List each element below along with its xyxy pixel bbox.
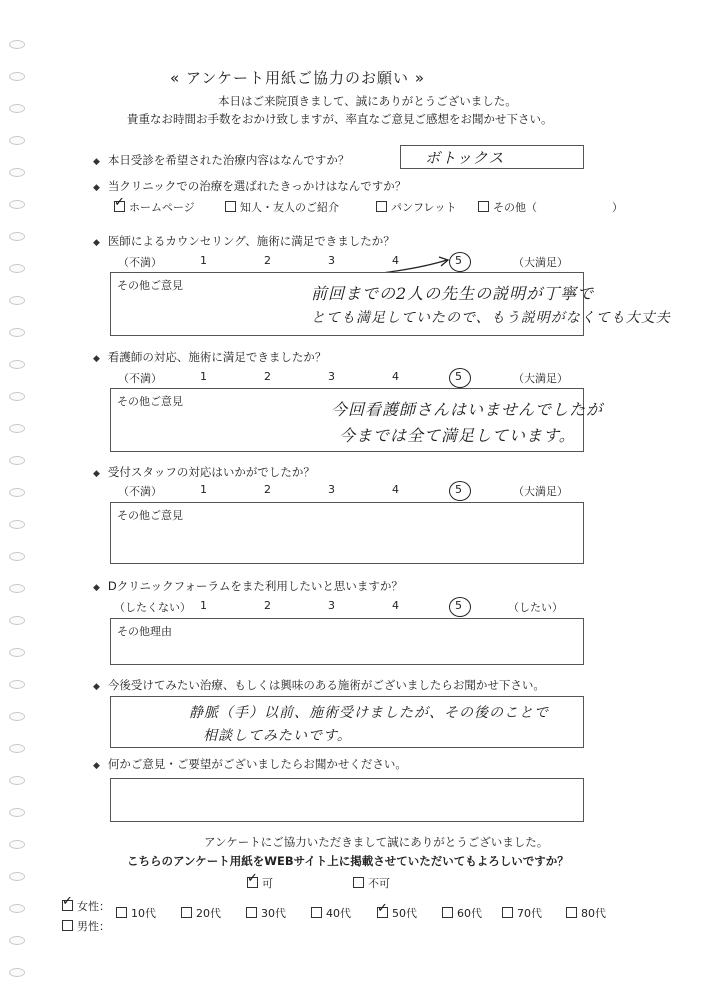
question-7: ◆ 今後受けてみたい治療、もしくは興味のある施術がございましたらお聞かせ下さい。: [93, 678, 545, 692]
handwritten-line-1: 静脈（手）以前、施術受けましたが、その後のことで: [189, 705, 549, 721]
diamond-bullet-icon: ◆: [93, 469, 100, 479]
option-pamphlet[interactable]: パンフレット: [376, 199, 456, 215]
question-5: ◆ 受付スタッフの対応はいかがでしたか？: [93, 465, 315, 479]
question-1: ◆ 本日受診を希望された治療内容はなんですか？: [93, 153, 350, 167]
comment-box-6[interactable]: [110, 618, 584, 665]
age-50s[interactable]: ✓ 50代: [377, 901, 417, 920]
age-40s[interactable]: 40代: [311, 905, 351, 921]
gender-male[interactable]: 男性：: [62, 918, 110, 934]
question-4: ◆ 看護師の対応、施術に満足できましたか？: [93, 350, 327, 364]
handwritten-line-1: 今回看護師さんはいませんでしたが: [331, 400, 604, 419]
checkbox[interactable]: [116, 907, 127, 918]
checkbox[interactable]: [246, 907, 257, 918]
comment-box-4[interactable]: [110, 388, 604, 452]
answer-box-7[interactable]: [110, 696, 584, 748]
age-20s[interactable]: 20代: [181, 905, 221, 921]
diamond-bullet-icon: ◆: [93, 682, 100, 692]
checkbox[interactable]: [225, 201, 236, 212]
permission-no[interactable]: 不可: [353, 875, 390, 891]
diamond-bullet-icon: ◆: [93, 354, 100, 364]
checkbox-checked[interactable]: [247, 871, 258, 888]
diamond-bullet-icon: ◆: [93, 583, 100, 593]
checkbox[interactable]: [353, 877, 364, 888]
rating-scale-4: （不満） 1 2 3 4 5 （大満足）: [118, 370, 568, 385]
option-homepage[interactable]: ✓ ホームページ: [114, 195, 195, 214]
question-2: ◆ 当クリニックでの治療を選ばれたきっかけはなんですか？: [93, 179, 407, 193]
checkbox[interactable]: [478, 201, 489, 212]
checkbox[interactable]: [442, 907, 453, 918]
question-8: ◆ 何かご意見・ご要望がございましたらお聞かせください。: [93, 757, 407, 771]
answer-box-1[interactable]: [400, 145, 584, 169]
diamond-bullet-icon: ◆: [93, 183, 100, 193]
checkmark-icon: ✓: [377, 901, 388, 916]
comment-box-5[interactable]: [110, 502, 584, 564]
diamond-bullet-icon: ◆: [93, 761, 100, 771]
box-label: その他理由: [117, 625, 172, 638]
option-other[interactable]: その他（: [478, 199, 537, 215]
intro-line-1: 本日はご来院頂きまして、誠にありがとうございました。: [218, 94, 517, 108]
age-80s[interactable]: 80代: [566, 905, 606, 921]
age-60s[interactable]: 60代: [442, 905, 482, 921]
checkbox[interactable]: [181, 907, 192, 918]
checkbox[interactable]: [311, 907, 322, 918]
checkbox[interactable]: [566, 907, 577, 918]
checkmark-icon: ✓: [247, 871, 258, 886]
comment-box-3[interactable]: [110, 272, 671, 336]
checkmark-icon: ✓: [62, 894, 73, 909]
permission-yes[interactable]: ✓ 可: [247, 871, 273, 890]
rating-scale-5: （不満） 1 2 3 4 5 （大満足）: [118, 483, 568, 498]
selected-rating-circle: [449, 368, 471, 388]
option-other-close: ）: [612, 201, 623, 214]
checkbox-checked[interactable]: [114, 195, 125, 212]
box-label: その他ご意見: [117, 509, 183, 522]
handwritten-answer: ボトックス: [425, 149, 505, 167]
checkbox[interactable]: [502, 907, 513, 918]
checkbox-checked[interactable]: [377, 901, 388, 918]
gender-female[interactable]: ✓ 女性：: [62, 894, 110, 913]
thanks-line: アンケートにご協力いただきまして誠にありがとうございました。: [204, 835, 549, 849]
diamond-bullet-icon: ◆: [93, 157, 100, 167]
selected-rating-circle: [449, 597, 471, 617]
option-referral[interactable]: 知人・友人のご紹介: [225, 199, 339, 215]
rating-scale-3: （不満） 1 2 3 4 5 （大満足）: [118, 254, 568, 269]
question-3: ◆ 医師によるカウンセリング、施術に満足できましたか？: [93, 234, 395, 248]
diamond-bullet-icon: ◆: [93, 238, 100, 248]
intro-line-2: 貴重なお時間お手数をおかけ致しますが、率直なご意見ご感想をお聞かせ下さい。: [127, 112, 553, 126]
answer-box-8[interactable]: [110, 778, 584, 822]
checkbox[interactable]: [376, 201, 387, 212]
handwritten-line-2: 今までは全て満足しています。: [339, 426, 576, 445]
age-30s[interactable]: 30代: [246, 905, 286, 921]
question-6: ◆ Dクリニックフォーラムをまた利用したいと思いますか？: [93, 579, 403, 593]
handwritten-line-2: とても満足していたので、もう説明がなくても大丈夫: [311, 310, 671, 326]
handwritten-line-2: 相談してみたいです。: [203, 728, 352, 744]
checkbox-checked[interactable]: [62, 894, 73, 911]
page-title: « アンケート用紙ご協力のお願い »: [170, 69, 425, 87]
checkmark-icon: ✓: [114, 195, 125, 210]
rating-scale-6: （したくない） 1 2 3 4 5 （したい）: [114, 599, 563, 614]
selected-rating-circle: [449, 481, 471, 501]
permission-question: こちらのアンケート用紙をWEBサイト上に掲載させていただいてもよろしいですか？: [127, 854, 569, 868]
box-label: その他ご意見: [117, 395, 183, 408]
handwritten-line-1: 前回までの2人の先生の説明が丁寧で: [311, 284, 595, 303]
age-10s[interactable]: 10代: [116, 905, 156, 921]
age-70s[interactable]: 70代: [502, 905, 542, 921]
checkbox[interactable]: [62, 920, 73, 931]
box-label: その他ご意見: [117, 279, 183, 292]
